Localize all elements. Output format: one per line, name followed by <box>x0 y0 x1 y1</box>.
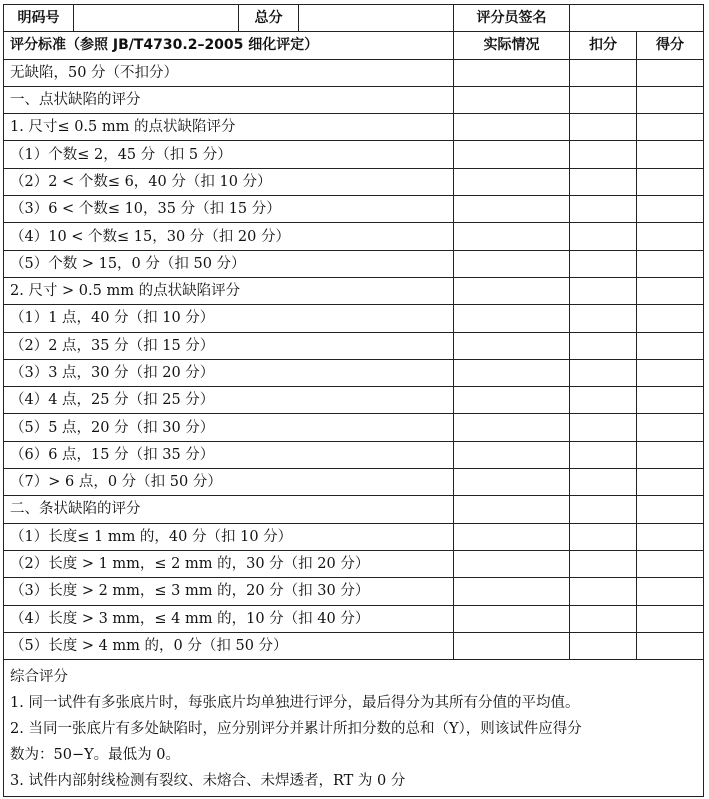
score-cell[interactable] <box>637 114 704 141</box>
score-cell[interactable] <box>637 632 704 659</box>
criteria-header: 评分标准（参照 JB/T4730.2–2005 细化评定） <box>4 32 454 59</box>
summary-line: 2. 当同一张底片有多处缺陷时，应分别评分并累计所扣分数的总和（Y），则该试件应得分 <box>10 721 582 738</box>
deduct-cell[interactable] <box>570 168 637 195</box>
score-cell[interactable] <box>637 387 704 414</box>
summary-line: 1. 同一试件有多张底片时，每张底片均单独进行评分，最后得分为其所有分值的平均值。 <box>10 695 580 712</box>
criteria-text: 一、点状缺陷的评分 <box>4 86 454 113</box>
criteria-text: （4）10 < 个数≤ 15，30 分（扣 20 分） <box>4 223 454 250</box>
score-cell[interactable] <box>637 469 704 496</box>
criteria-row <box>4 414 704 441</box>
criteria-text: 2. 尺寸 > 0.5 mm 的点状缺陷评分 <box>4 277 454 304</box>
total-value-field[interactable] <box>299 5 454 32</box>
deduct-cell[interactable] <box>570 578 637 605</box>
criteria-text: （4）长度 > 3 mm，≤ 4 mm 的，10 分（扣 40 分） <box>4 605 454 632</box>
deduct-cell[interactable] <box>570 632 637 659</box>
criteria-row <box>4 496 704 523</box>
actual-cell[interactable] <box>454 305 570 332</box>
actual-cell[interactable] <box>454 59 570 86</box>
score-cell[interactable] <box>637 277 704 304</box>
deduct-cell[interactable] <box>570 86 637 113</box>
score-cell[interactable] <box>637 578 704 605</box>
actual-cell[interactable] <box>454 632 570 659</box>
actual-header: 实际情况 <box>454 32 570 59</box>
deduct-cell[interactable] <box>570 359 637 386</box>
actual-cell[interactable] <box>454 605 570 632</box>
criteria-row <box>4 359 704 386</box>
header-row <box>4 5 704 32</box>
summary-row <box>4 660 704 797</box>
actual-cell[interactable] <box>454 250 570 277</box>
criteria-row <box>4 523 704 550</box>
actual-cell[interactable] <box>454 141 570 168</box>
actual-cell[interactable] <box>454 359 570 386</box>
score-cell[interactable] <box>637 59 704 86</box>
code-label: 明码号 <box>4 5 74 32</box>
actual-cell[interactable] <box>454 523 570 550</box>
code-value-field[interactable] <box>74 5 239 32</box>
criteria-row <box>4 114 704 141</box>
deduct-cell[interactable] <box>570 332 637 359</box>
criteria-row <box>4 86 704 113</box>
column-header-row <box>4 32 704 59</box>
criteria-row <box>4 168 704 195</box>
signature-field[interactable] <box>570 5 704 32</box>
score-cell[interactable] <box>637 86 704 113</box>
actual-cell[interactable] <box>454 196 570 223</box>
criteria-text: （5）5 点，20 分（扣 30 分） <box>4 414 454 441</box>
criteria-text: （5）长度 > 4 mm 的，0 分（扣 50 分） <box>4 632 454 659</box>
actual-cell[interactable] <box>454 387 570 414</box>
deduct-cell[interactable] <box>570 387 637 414</box>
criteria-row <box>4 605 704 632</box>
deduct-cell[interactable] <box>570 469 637 496</box>
score-cell[interactable] <box>637 141 704 168</box>
criteria-row <box>4 332 704 359</box>
criteria-text: （3）6 < 个数≤ 10，35 分（扣 15 分） <box>4 196 454 223</box>
criteria-text: （4）4 点，25 分（扣 25 分） <box>4 387 454 414</box>
actual-cell[interactable] <box>454 578 570 605</box>
score-cell[interactable] <box>637 305 704 332</box>
criteria-row <box>4 469 704 496</box>
actual-cell[interactable] <box>454 469 570 496</box>
deduct-cell[interactable] <box>570 223 637 250</box>
criteria-row <box>4 277 704 304</box>
deduct-cell[interactable] <box>570 250 637 277</box>
actual-cell[interactable] <box>454 441 570 468</box>
score-cell[interactable] <box>637 223 704 250</box>
actual-cell[interactable] <box>454 496 570 523</box>
deduct-cell[interactable] <box>570 59 637 86</box>
summary-line: 3. 试件内部射线检测有裂纹、未熔合、未焊透者，RT 为 0 分 <box>10 773 406 790</box>
deduct-cell[interactable] <box>570 605 637 632</box>
score-cell[interactable] <box>637 605 704 632</box>
criteria-text: （1）长度≤ 1 mm 的，40 分（扣 10 分） <box>4 523 454 550</box>
criteria-row <box>4 578 704 605</box>
score-header: 得分 <box>637 32 704 59</box>
actual-cell[interactable] <box>454 223 570 250</box>
criteria-text: （3）长度 > 2 mm，≤ 3 mm 的，20 分（扣 30 分） <box>4 578 454 605</box>
criteria-text: 1. 尺寸≤ 0.5 mm 的点状缺陷评分 <box>4 114 454 141</box>
criteria-text: （1）1 点，40 分（扣 10 分） <box>4 305 454 332</box>
actual-cell[interactable] <box>454 168 570 195</box>
actual-cell[interactable] <box>454 114 570 141</box>
summary-line: 数为：50−Y。最低为 0。 <box>10 747 181 764</box>
deduct-cell[interactable] <box>570 496 637 523</box>
score-cell[interactable] <box>637 496 704 523</box>
criteria-row <box>4 223 704 250</box>
actual-cell[interactable] <box>454 86 570 113</box>
criteria-row <box>4 250 704 277</box>
criteria-text: （7）> 6 点，0 分（扣 50 分） <box>4 469 454 496</box>
deduct-cell[interactable] <box>570 523 637 550</box>
criteria-text: （2）2 < 个数≤ 6，40 分（扣 10 分） <box>4 168 454 195</box>
deduct-cell[interactable] <box>570 441 637 468</box>
criteria-row <box>4 550 704 577</box>
deduct-cell[interactable] <box>570 141 637 168</box>
criteria-row <box>4 141 704 168</box>
deduct-cell[interactable] <box>570 550 637 577</box>
signature-label: 评分员签名 <box>454 5 570 32</box>
criteria-row <box>4 441 704 468</box>
criteria-text: （3）3 点，30 分（扣 20 分） <box>4 359 454 386</box>
actual-cell[interactable] <box>454 277 570 304</box>
criteria-text: （6）6 点，15 分（扣 35 分） <box>4 441 454 468</box>
criteria-text: （2）长度 > 1 mm，≤ 2 mm 的，30 分（扣 20 分） <box>4 550 454 577</box>
actual-cell[interactable] <box>454 550 570 577</box>
criteria-text: 无缺陷，50 分（不扣分） <box>4 59 454 86</box>
criteria-row <box>4 305 704 332</box>
criteria-row <box>4 387 704 414</box>
criteria-row <box>4 59 704 86</box>
deduct-cell[interactable] <box>570 305 637 332</box>
criteria-row <box>4 196 704 223</box>
total-label: 总分 <box>239 5 299 32</box>
criteria-text: （1）个数≤ 2，45 分（扣 5 分） <box>4 141 454 168</box>
score-cell[interactable] <box>637 414 704 441</box>
score-cell[interactable] <box>637 523 704 550</box>
actual-cell[interactable] <box>454 332 570 359</box>
criteria-text: 二、条状缺陷的评分 <box>4 496 454 523</box>
criteria-text: （5）个数 > 15，0 分（扣 50 分） <box>4 250 454 277</box>
score-cell[interactable] <box>637 196 704 223</box>
deduct-cell[interactable] <box>570 277 637 304</box>
summary-title: 综合评分 <box>10 669 68 686</box>
score-cell[interactable] <box>637 441 704 468</box>
deduct-header: 扣分 <box>570 32 637 59</box>
deduct-cell[interactable] <box>570 196 637 223</box>
deduct-cell[interactable] <box>570 114 637 141</box>
scoring-table <box>3 4 704 797</box>
score-cell[interactable] <box>637 250 704 277</box>
score-cell[interactable] <box>637 332 704 359</box>
score-cell[interactable] <box>637 168 704 195</box>
deduct-cell[interactable] <box>570 414 637 441</box>
summary-block <box>4 660 704 797</box>
criteria-text: （2）2 点，35 分（扣 15 分） <box>4 332 454 359</box>
actual-cell[interactable] <box>454 414 570 441</box>
score-cell[interactable] <box>637 550 704 577</box>
criteria-row <box>4 632 704 659</box>
score-cell[interactable] <box>637 359 704 386</box>
